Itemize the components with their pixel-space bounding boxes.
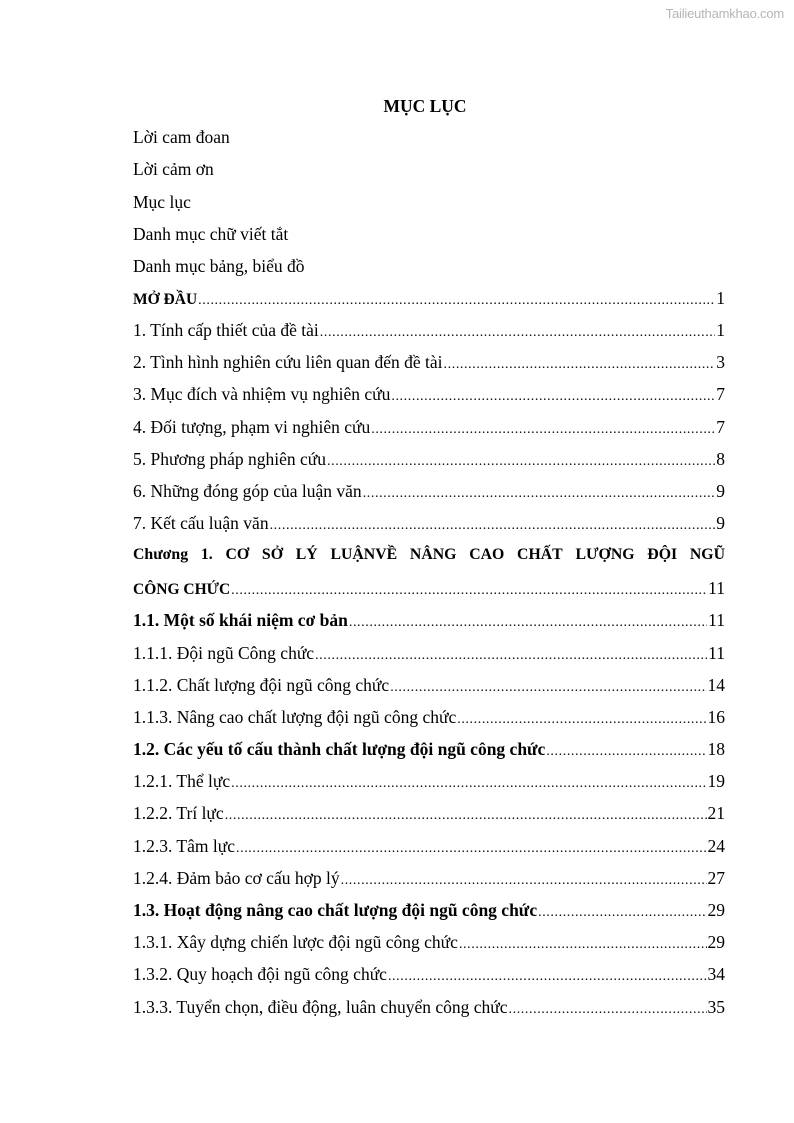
dot-leader <box>320 325 715 341</box>
chapter-word: CAO <box>469 546 505 563</box>
chapter-word: 1. <box>200 546 213 563</box>
dot-leader <box>388 969 707 985</box>
dot-leader <box>509 1002 707 1018</box>
toc-entry-label: 2. Tình hình nghiên cứu liên quan đến đề tài <box>133 352 443 372</box>
toc-page-number: 9 <box>716 513 725 533</box>
dot-leader <box>444 357 716 373</box>
toc-entry-label: CÔNG CHỨC <box>133 581 231 598</box>
toc-entry-label: 1.1.1. Đội ngũ Công chức <box>133 643 315 663</box>
toc-entry[interactable] <box>133 320 725 344</box>
toc-page-number: 27 <box>707 868 725 888</box>
chapter-word: Chương <box>133 546 189 563</box>
toc-entry-label: 5. Phương pháp nghiên cứu <box>133 449 326 469</box>
toc-entry-label: 6. Những đóng góp của luận văn <box>133 481 362 501</box>
dot-leader <box>327 454 715 470</box>
toc-page-number: 18 <box>707 739 725 759</box>
toc-entry[interactable] <box>133 513 725 537</box>
chapter-word: LUẬNVỀ <box>330 546 398 563</box>
toc-page-number: 9 <box>716 481 725 501</box>
toc-entry-label: 1.3.2. Quy hoạch đội ngũ công chức <box>133 964 387 984</box>
dot-leader <box>231 776 706 792</box>
chapter-word: SỞ <box>261 546 283 563</box>
toc-section[interactable] <box>133 900 725 924</box>
toc-page-number: 34 <box>707 964 725 984</box>
toc-page-number: 21 <box>707 803 725 823</box>
chapter-word: LƯỢNG <box>575 546 635 563</box>
toc-page-number: 1 <box>716 288 725 308</box>
dot-leader <box>538 905 706 921</box>
toc-entry[interactable] <box>133 352 725 376</box>
toc-page-number: 14 <box>707 675 725 695</box>
toc-entry-label: 1.2.4. Đảm bảo cơ cấu hợp lý <box>133 868 340 888</box>
toc-entry-label: 1.2.1. Thể lực <box>133 771 231 791</box>
toc-page-number: 3 <box>716 352 725 372</box>
dot-leader <box>459 937 707 953</box>
dot-leader <box>457 712 706 728</box>
toc-page-number: 19 <box>707 771 725 791</box>
dot-leader <box>315 648 707 664</box>
dot-leader <box>349 615 707 631</box>
toc-subsection[interactable] <box>133 932 725 956</box>
dot-leader <box>231 583 707 599</box>
toc-section[interactable] <box>133 739 725 763</box>
toc-subsection[interactable] <box>133 771 725 795</box>
toc-subsection[interactable] <box>133 868 725 892</box>
front-matter-item[interactable]: Lời cảm ơn <box>133 159 214 179</box>
dot-leader <box>341 873 707 889</box>
chapter-word: NÂNG <box>409 546 457 563</box>
dot-leader <box>225 808 707 824</box>
dot-leader <box>363 486 716 502</box>
toc-page-number: 11 <box>708 578 725 598</box>
toc-entry-label: 1.3. Hoạt động nâng cao chất lượng đội ngũ công chức <box>133 900 538 920</box>
toc-entry-label: 1.2.2. Trí lực <box>133 803 224 823</box>
dot-leader <box>371 422 715 438</box>
toc-subsection[interactable] <box>133 964 725 988</box>
toc-page-number: 29 <box>707 932 725 952</box>
toc-entry-label: 1.2.3. Tâm lực <box>133 836 235 856</box>
front-matter-item[interactable]: Danh mục chữ viết tắt <box>133 224 289 244</box>
toc-entry-label: 1.1.2. Chất lượng đội ngũ công chức <box>133 675 390 695</box>
toc-entry-label: 1.1.3. Nâng cao chất lượng đội ngũ công chức <box>133 707 457 727</box>
toc-page-number: 1 <box>716 320 725 340</box>
toc-subsection[interactable] <box>133 803 725 827</box>
dot-leader <box>198 293 715 309</box>
dot-leader <box>270 518 716 534</box>
toc-entry-label: 1. Tính cấp thiết của đề tài <box>133 320 319 340</box>
toc-entry-label: 1.1. Một số khái niệm cơ bản <box>133 610 348 630</box>
toc-page-number: 7 <box>716 384 725 404</box>
toc-entry-label: MỞ ĐẦU <box>133 291 198 308</box>
chapter-word: LÝ <box>295 546 318 563</box>
chapter-word: CƠ <box>225 546 250 563</box>
chapter-word: NGŨ <box>689 546 725 563</box>
dot-leader <box>391 389 715 405</box>
chapter-word: ĐỘI <box>647 546 678 563</box>
toc-entry-label: 1.3.3. Tuyển chọn, điều động, luân chuyển công chức <box>133 997 508 1017</box>
toc-page-number: 24 <box>707 836 725 856</box>
toc-entry[interactable] <box>133 481 725 505</box>
toc-page-number: 11 <box>708 643 725 663</box>
toc-subsection[interactable] <box>133 707 725 731</box>
toc-chapter-1-heading[interactable] <box>133 546 725 564</box>
toc-subsection[interactable] <box>133 643 725 667</box>
toc-entry-label: 1.2. Các yếu tố cấu thành chất lượng đội ngũ công chức <box>133 739 546 759</box>
front-matter-item[interactable]: Danh mục bảng, biểu đồ <box>133 256 305 276</box>
toc-page-number: 11 <box>708 610 725 630</box>
toc-page-number: 16 <box>707 707 725 727</box>
dot-leader <box>236 841 707 857</box>
toc-page-number: 7 <box>716 417 725 437</box>
toc-page-number: 8 <box>716 449 725 469</box>
toc-chapter-1-line2[interactable] <box>133 578 725 602</box>
toc-entry[interactable] <box>133 417 725 441</box>
page-title: MỤC LỤC <box>383 96 467 116</box>
toc-entry-label: 7. Kết cấu luận văn <box>133 513 269 533</box>
toc-section[interactable] <box>133 610 725 634</box>
front-matter-item[interactable]: Lời cam đoan <box>133 127 230 147</box>
toc-page-number: 29 <box>707 900 725 920</box>
toc-entry-intro[interactable] <box>133 288 725 312</box>
watermark: Tailieuthamkhao.com <box>665 6 784 21</box>
toc-entry[interactable] <box>133 449 725 473</box>
dot-leader <box>390 680 706 696</box>
toc-entry[interactable] <box>133 384 725 408</box>
front-matter-item[interactable]: Mục lục <box>133 192 191 212</box>
dot-leader <box>546 744 706 760</box>
toc-entry-label: 1.3.1. Xây dựng chiến lược đội ngũ công chức <box>133 932 458 952</box>
toc-entry-label: 3. Mục đích và nhiệm vụ nghiên cứu <box>133 384 391 404</box>
chapter-word: CHẤT <box>517 546 563 563</box>
toc-subsection[interactable] <box>133 675 725 699</box>
toc-subsection[interactable] <box>133 997 725 1021</box>
toc-subsection[interactable] <box>133 836 725 860</box>
toc-entry-label: 4. Đối tượng, phạm vi nghiên cứu <box>133 417 371 437</box>
toc-page-number: 35 <box>707 997 725 1017</box>
